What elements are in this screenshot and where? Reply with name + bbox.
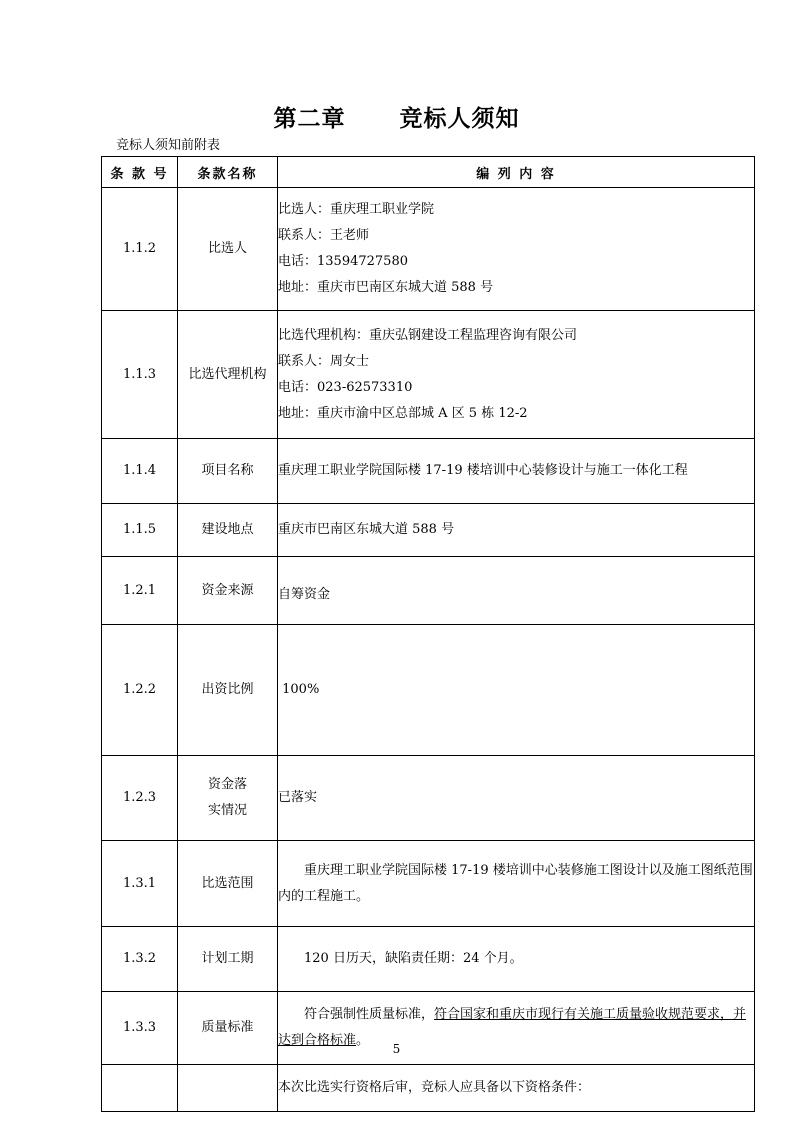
content-line: 地址：重庆市巴南区东城大道 588 号 xyxy=(278,280,494,295)
clause-name: 项目名称 xyxy=(178,439,278,504)
content-line: 重庆市巴南区东城大道 588 号 xyxy=(278,522,455,537)
quality-text: 符合强制性质量标准， xyxy=(304,1007,435,1022)
clause-name: 比选代理机构 xyxy=(178,311,278,439)
clause-content xyxy=(278,188,755,311)
content-line: 比选人：重庆理工职业学院 xyxy=(278,202,435,217)
clause-name: 质量标准 xyxy=(178,992,278,1065)
clause-name-line: 实情况 xyxy=(207,803,247,818)
clause-content xyxy=(278,557,755,625)
content-line: 电话：023-62573310 xyxy=(278,379,413,395)
table-row xyxy=(102,311,755,439)
table-row xyxy=(102,188,755,311)
quality-standard-underlined: 符合国家和重庆市现行有关施工质量验收规范要求，并达到合格标准 xyxy=(278,1007,747,1048)
content-line: 地址：重庆市渝中区总部城 A 区 5 栋 12-2 xyxy=(278,405,528,421)
content-line: 联系人：王老师 xyxy=(278,228,370,243)
table-row xyxy=(102,439,755,504)
clause-no: 1.2.1 xyxy=(102,557,178,625)
table-header-row xyxy=(102,157,755,188)
table-row xyxy=(102,756,755,841)
content-line: 本次比选实行资格后审，竞标人应具备以下资格条件： xyxy=(278,1080,591,1095)
header-content: 编 列 内 容 xyxy=(278,157,755,188)
clause-name: 建设地点 xyxy=(178,504,278,557)
content-line: 比选代理机构：重庆弘钢建设工程监理咨询有限公司 xyxy=(278,327,578,343)
clause-content xyxy=(278,311,755,439)
quality-text-end: 。 xyxy=(356,1033,370,1048)
clause-no: 1.2.2 xyxy=(102,625,178,756)
chapter-title: 第二章 竞标人须知 xyxy=(273,106,520,132)
clause-name: 比选人 xyxy=(178,188,278,311)
clause-name xyxy=(178,756,278,841)
clause-no: 1.1.2 xyxy=(102,188,178,311)
clause-content xyxy=(278,756,755,841)
clause-name xyxy=(178,1065,278,1112)
page-number: 5 xyxy=(392,1042,401,1056)
clause-no: 1.1.5 xyxy=(102,504,178,557)
clause-content xyxy=(278,625,755,756)
content-line: 重庆理工职业学院国际楼 17-19 楼培训中心装修设计与施工一体化工程 xyxy=(278,463,688,478)
bidder-notice-table xyxy=(101,156,755,1112)
clause-no: 1.3.3 xyxy=(102,992,178,1065)
content-line: 100% xyxy=(278,682,320,697)
content-line: 联系人：周女士 xyxy=(278,353,370,369)
header-clause-no: 条 款 号 xyxy=(102,157,178,188)
clause-name: 资金来源 xyxy=(178,557,278,625)
clause-content xyxy=(278,439,755,504)
content-line: 已落实 xyxy=(278,790,318,805)
clause-no: 1.1.4 xyxy=(102,439,178,504)
table-row xyxy=(102,557,755,625)
content-line: 自筹资金 xyxy=(278,586,331,602)
clause-name-line: 资金落 xyxy=(207,777,247,792)
table-row xyxy=(102,1065,755,1112)
clause-no: 1.2.3 xyxy=(102,756,178,841)
clause-content: 重庆理工职业学院国际楼 17-19 楼培训中心装修施工图设计以及施工图纸范围内的工程施工。 xyxy=(278,841,755,927)
clause-no: 1.1.3 xyxy=(102,311,178,439)
clause-no: 1.3.2 xyxy=(102,927,178,992)
clause-content xyxy=(278,504,755,557)
clause-no xyxy=(102,1065,178,1112)
clause-name: 出资比例 xyxy=(178,625,278,756)
table-row xyxy=(102,927,755,992)
table-caption: 竞标人须知前附表 xyxy=(116,138,221,153)
table-row xyxy=(102,504,755,557)
clause-name: 计划工期 xyxy=(178,927,278,992)
header-clause-name: 条款名称 xyxy=(178,157,278,188)
content-line: 电话：13594727580 xyxy=(278,254,408,269)
clause-content xyxy=(278,1065,755,1112)
clause-name: 比选范围 xyxy=(178,841,278,927)
clause-content: 120 日历天，缺陷责任期：24 个月。 xyxy=(278,927,755,992)
clause-no: 1.3.1 xyxy=(102,841,178,927)
table-row xyxy=(102,625,755,756)
table-row xyxy=(102,841,755,927)
